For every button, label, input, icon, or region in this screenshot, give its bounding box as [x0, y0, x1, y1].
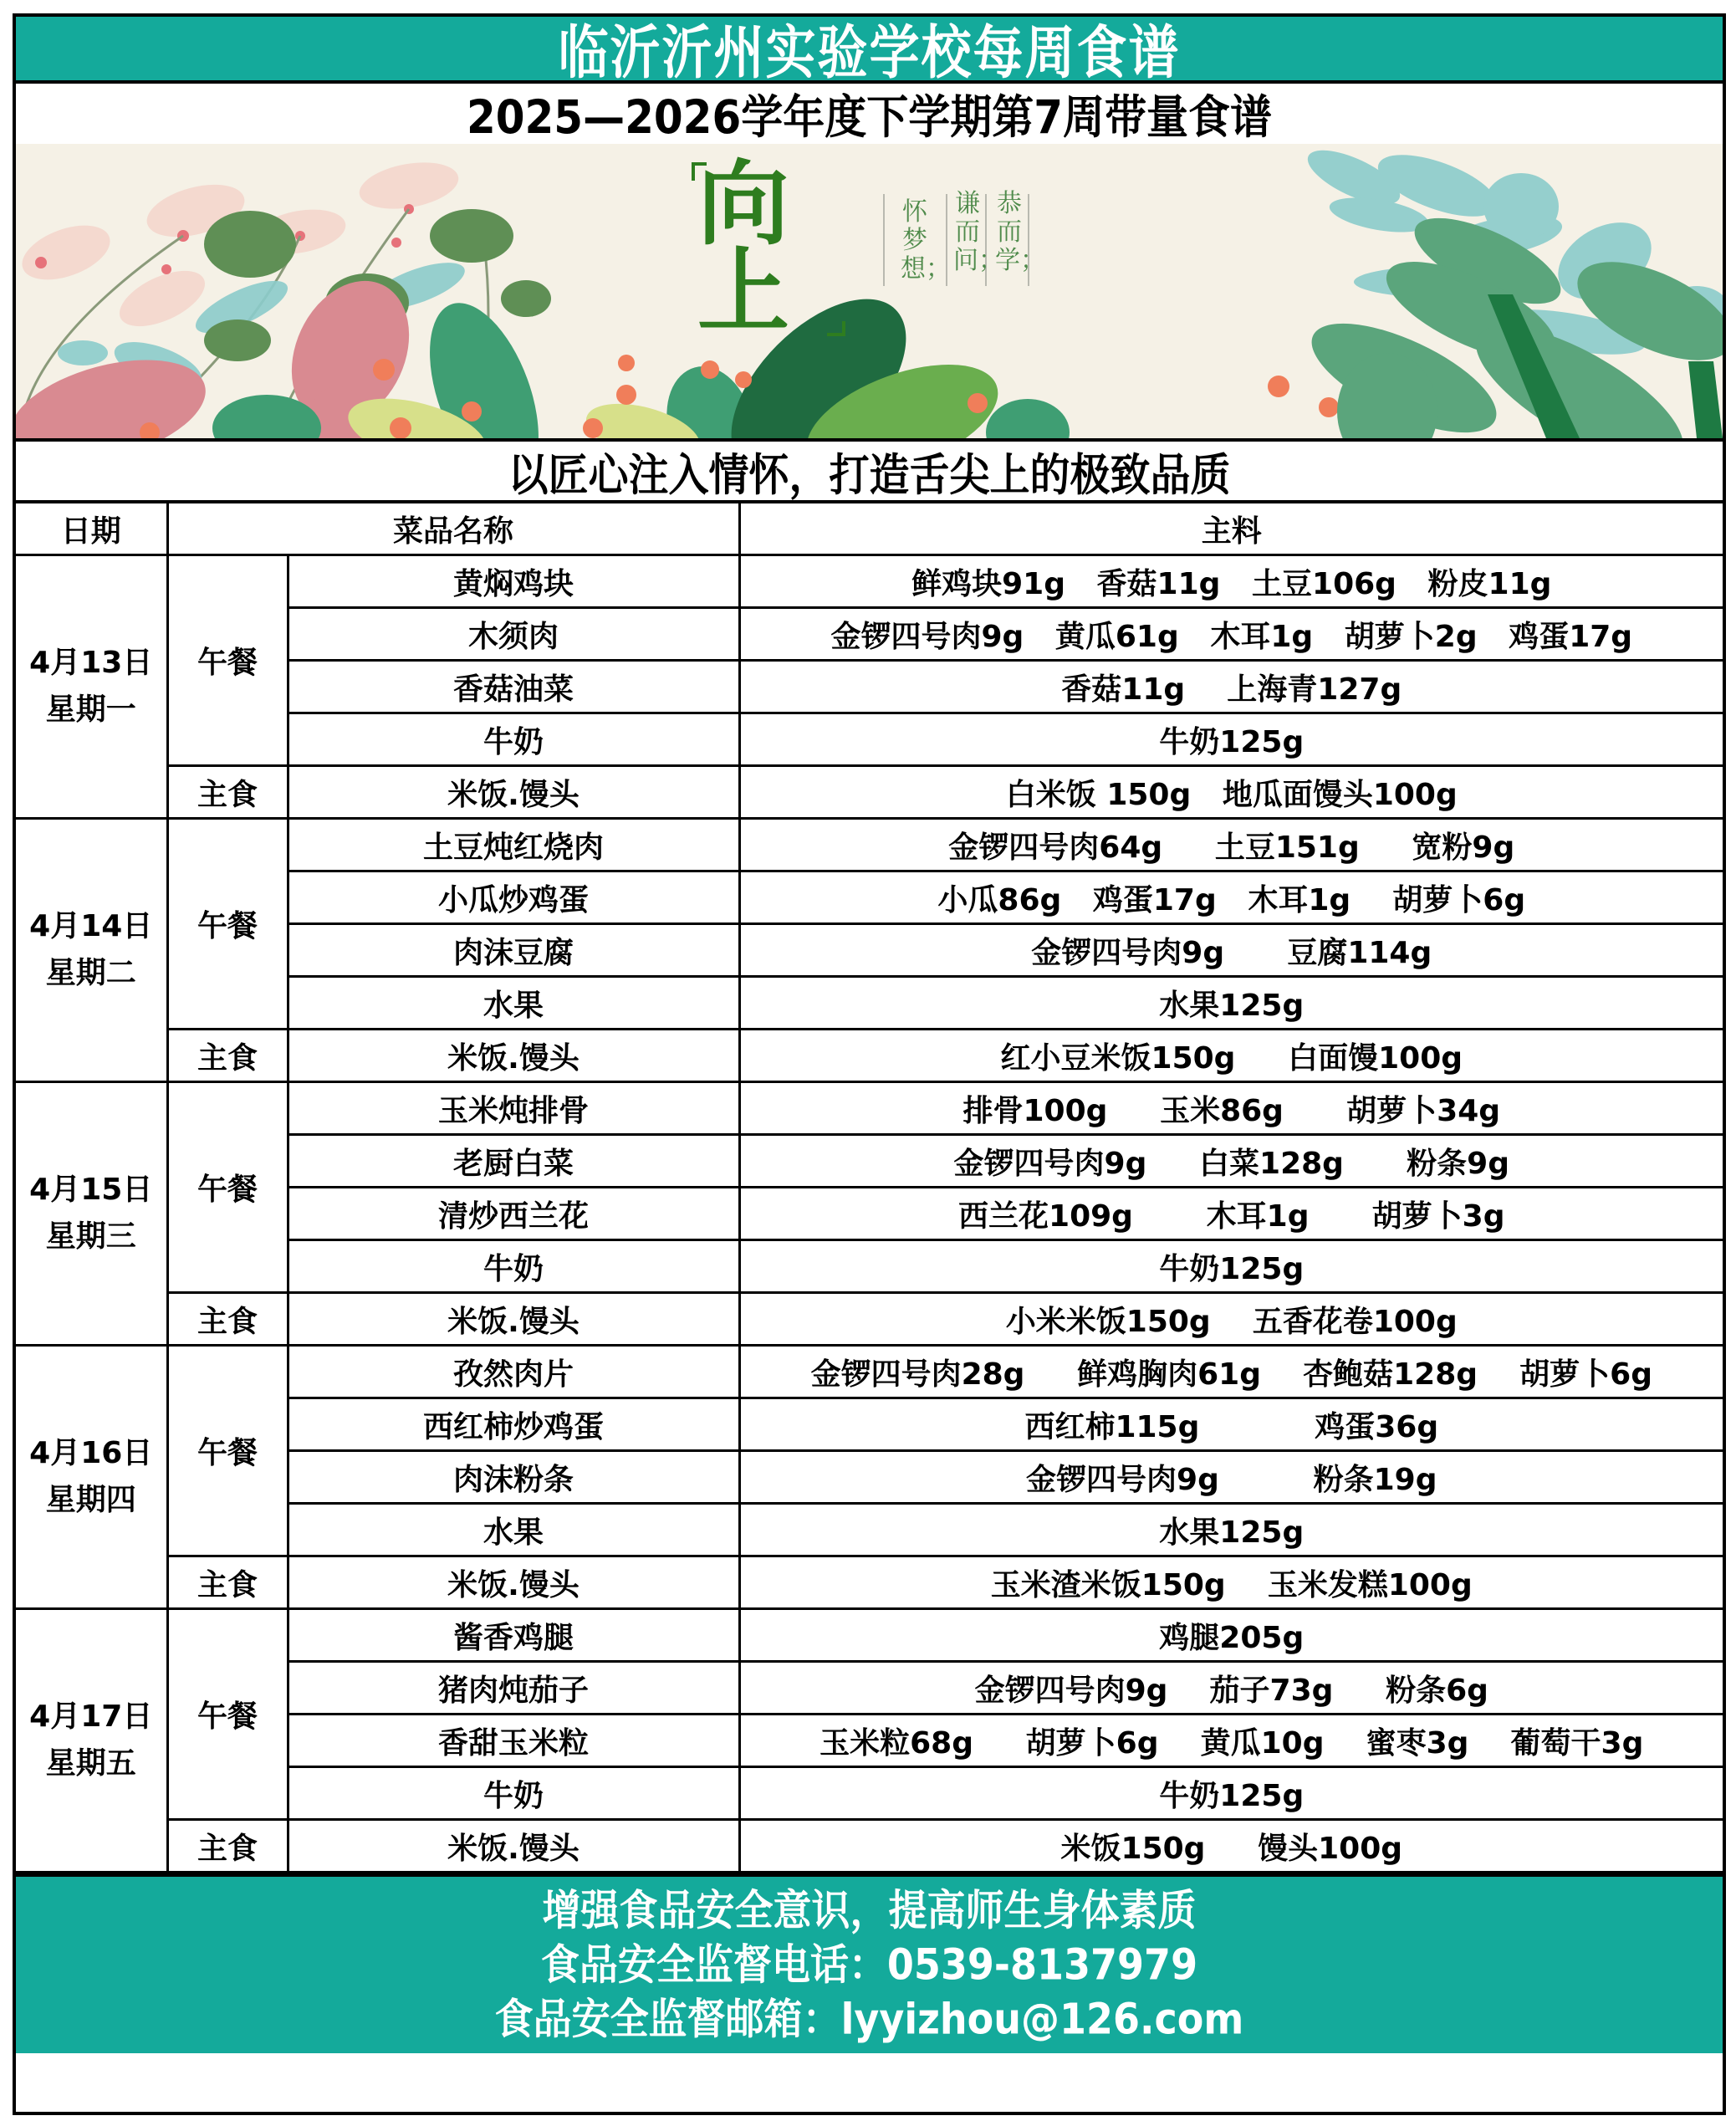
- dish-name: 牛奶: [288, 713, 739, 766]
- date-label: 4月16日: [29, 1436, 153, 1470]
- meal-type-staple: 主食: [167, 1556, 288, 1609]
- meal-type-staple: 主食: [167, 1030, 288, 1082]
- dish-name: 酱香鸡腿: [288, 1609, 739, 1662]
- dish-ingredients: 金锣四号肉9g 豆腐114g: [739, 924, 1723, 977]
- staple-ingredients: 玉米渣米饭150g 玉米发糕100g: [739, 1556, 1723, 1609]
- date-label: 4月14日: [29, 909, 153, 943]
- dish-ingredients: 牛奶125g: [739, 1767, 1723, 1820]
- date-label: 4月13日: [29, 646, 153, 680]
- dish-name: 肉沫粉条: [288, 1451, 739, 1504]
- decorative-banner: [16, 144, 1723, 442]
- table-row: [16, 766, 1723, 819]
- meal-type-staple: 主食: [167, 1293, 288, 1346]
- col-header-dish: 菜品名称: [167, 503, 739, 555]
- dish-name: 玉米炖排骨: [288, 1082, 739, 1135]
- dish-ingredients: 金锣四号肉9g 茄子73g 粉条6g: [739, 1662, 1723, 1715]
- weekday-label: 星期四: [45, 1483, 136, 1517]
- dish-name: 水果: [288, 977, 739, 1030]
- dish-name: 孜然肉片: [288, 1346, 739, 1398]
- menu-sheet: [13, 13, 1726, 2115]
- table-header-row: [16, 503, 1723, 555]
- footer-safety-slogan: 增强食品安全意识，提高师生身体素质: [542, 1885, 1197, 1935]
- date-label: 4月15日: [29, 1173, 153, 1207]
- slogan-text: 以匠心注入情怀，打造舌尖上的极致品质: [508, 449, 1231, 501]
- table-row: [16, 1082, 1723, 1135]
- week-subtitle: 2025—2026学年度下学期第7周带量食谱: [466, 90, 1273, 145]
- staple-ingredients: 白米饭 150g 地瓜面馒头100g: [739, 766, 1723, 819]
- table-row: [16, 555, 1723, 608]
- table-row: [16, 1030, 1723, 1082]
- dish-name: 水果: [288, 1504, 739, 1556]
- staple-name: 米饭.馒头: [288, 1293, 739, 1346]
- dish-ingredients: 牛奶125g: [739, 1240, 1723, 1293]
- meal-type-lunch: 午餐: [167, 1346, 288, 1556]
- date-label: 4月17日: [29, 1699, 153, 1734]
- dish-ingredients: 金锣四号肉64g 土豆151g 宽粉9g: [739, 819, 1723, 871]
- weekday-label: 星期五: [45, 1746, 136, 1781]
- poem-column-3: 恭而学；: [995, 189, 1045, 275]
- date-cell: [16, 1609, 167, 1873]
- dish-name: 土豆炖红烧肉: [288, 819, 739, 871]
- dish-ingredients: 水果125g: [739, 1504, 1723, 1556]
- dish-ingredients: 小瓜86g 鸡蛋17g 木耳1g 胡萝卜6g: [739, 871, 1723, 924]
- meal-type-lunch: 午餐: [167, 819, 288, 1030]
- table-row: [16, 1609, 1723, 1662]
- dish-ingredients: 金锣四号肉28g 鲜鸡胸肉61g 杏鲍菇128g 胡萝卜6g: [739, 1346, 1723, 1398]
- table-row: [16, 1346, 1723, 1398]
- dish-ingredients: 排骨100g 玉米86g 胡萝卜34g: [739, 1082, 1723, 1135]
- menu-table: [16, 503, 1723, 1873]
- dish-name: 牛奶: [288, 1240, 739, 1293]
- slogan-row: [16, 442, 1723, 503]
- dish-ingredients: 水果125g: [739, 977, 1723, 1030]
- dish-name: 黄焖鸡块: [288, 555, 739, 608]
- date-cell: [16, 1346, 167, 1609]
- dish-name: 西红柿炒鸡蛋: [288, 1398, 739, 1451]
- dish-ingredients: 西兰花109g 木耳1g 胡萝卜3g: [739, 1188, 1723, 1240]
- dish-name: 牛奶: [288, 1767, 739, 1820]
- date-cell: [16, 819, 167, 1082]
- dish-name: 猪肉炖茄子: [288, 1662, 739, 1715]
- dish-ingredients: 玉米粒68g 胡萝卜6g 黄瓜10g 蜜枣3g 葡萄干3g: [739, 1715, 1723, 1767]
- staple-name: 米饭.馒头: [288, 1556, 739, 1609]
- table-row: [16, 1820, 1723, 1873]
- staple-ingredients: 小米米饭150g 五香花卷100g: [739, 1293, 1723, 1346]
- meal-type-staple: 主食: [167, 766, 288, 819]
- dish-ingredients: 香菇11g 上海青127g: [739, 661, 1723, 713]
- dish-ingredients: 鸡腿205g: [739, 1609, 1723, 1662]
- weekday-label: 星期三: [45, 1219, 136, 1254]
- poem-column-2: 谦而问；: [953, 189, 1003, 275]
- col-header-ingredients: 主料: [739, 503, 1723, 555]
- table-row: [16, 1556, 1723, 1609]
- dish-name: 老厨白菜: [288, 1135, 739, 1188]
- dish-name: 肉沫豆腐: [288, 924, 739, 977]
- staple-ingredients: 米饭150g 馒头100g: [739, 1820, 1723, 1873]
- staple-ingredients: 红小豆米饭150g 白面馒100g: [739, 1030, 1723, 1082]
- menu-body: [16, 555, 1723, 1873]
- weekday-label: 星期二: [45, 956, 136, 990]
- dish-ingredients: 西红柿115g 鸡蛋36g: [739, 1398, 1723, 1451]
- staple-name: 米饭.馒头: [288, 1030, 739, 1082]
- footer-band: [16, 1873, 1723, 2053]
- plant-illustration-icon: [16, 144, 1723, 438]
- dish-ingredients: 金锣四号肉9g 粉条19g: [739, 1451, 1723, 1504]
- svg-text:上: 上: [697, 238, 789, 345]
- table-row: [16, 819, 1723, 871]
- dish-name: 香菇油菜: [288, 661, 739, 713]
- subtitle-row: [16, 84, 1723, 144]
- footer-phone: 食品安全监督电话：0539-8137979: [540, 1939, 1198, 1990]
- meal-type-lunch: 午餐: [167, 1609, 288, 1820]
- title-band: [16, 17, 1723, 87]
- dish-name: 木须肉: [288, 608, 739, 661]
- school-menu-title: 临沂沂州实验学校每周食谱: [558, 19, 1181, 87]
- table-row: [16, 1293, 1723, 1346]
- dish-name: 小瓜炒鸡蛋: [288, 871, 739, 924]
- col-header-date: 日期: [16, 503, 167, 555]
- dish-ingredients: 金锣四号肉9g 白菜128g 粉条9g: [739, 1135, 1723, 1188]
- staple-name: 米饭.馒头: [288, 766, 739, 819]
- dish-ingredients: 鲜鸡块91g 香菇11g 土豆106g 粉皮11g: [739, 555, 1723, 608]
- poem-column-1: 怀梦想；: [901, 197, 951, 284]
- date-cell: [16, 1082, 167, 1346]
- meal-type-lunch: 午餐: [167, 1082, 288, 1293]
- footer-email: 食品安全监督邮箱：lyyizhou@126.com: [494, 1994, 1244, 2044]
- meal-type-lunch: 午餐: [167, 555, 288, 766]
- dish-ingredients: 金锣四号肉9g 黄瓜61g 木耳1g 胡萝卜2g 鸡蛋17g: [739, 608, 1723, 661]
- staple-name: 米饭.馒头: [288, 1820, 739, 1873]
- meal-type-staple: 主食: [167, 1820, 288, 1873]
- dish-name: 香甜玉米粒: [288, 1715, 739, 1767]
- dish-ingredients: 牛奶125g: [739, 713, 1723, 766]
- date-cell: [16, 555, 167, 819]
- svg-text:向: 向: [697, 151, 789, 258]
- dish-name: 清炒西兰花: [288, 1188, 739, 1240]
- weekday-label: 星期一: [45, 692, 136, 727]
